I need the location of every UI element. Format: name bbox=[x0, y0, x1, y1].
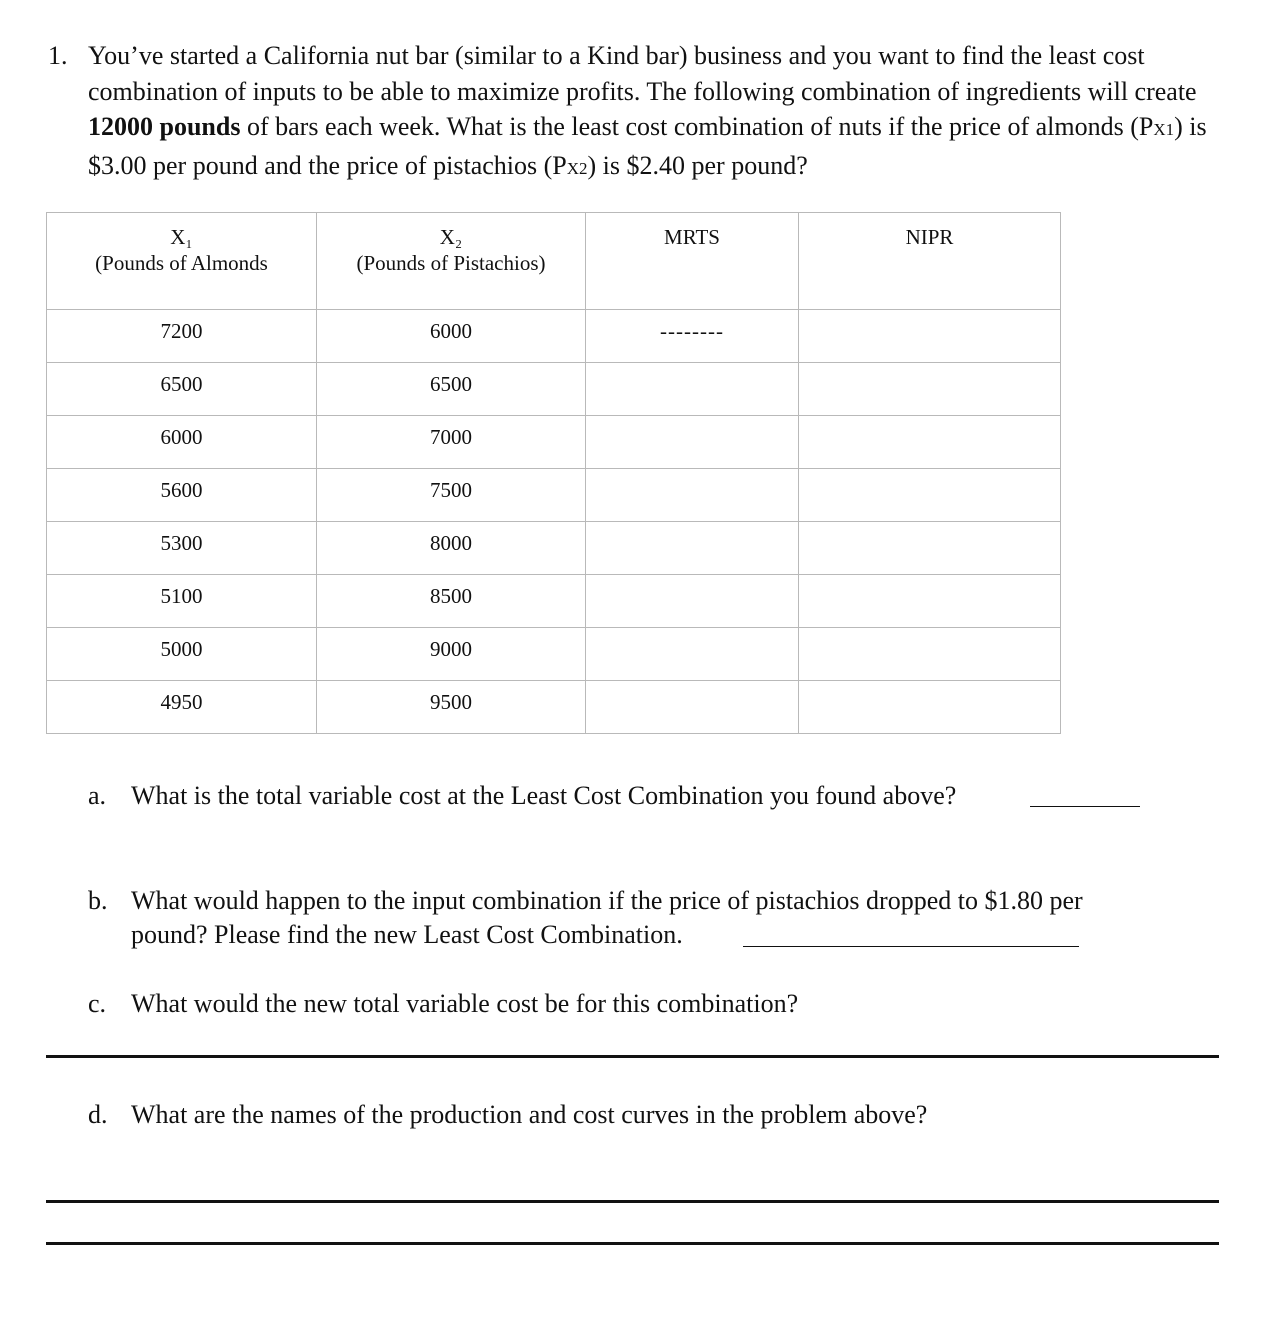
part-c-question: What would the new total variable cost be for this combination? bbox=[131, 989, 799, 1018]
subscript-x1: X1 bbox=[1153, 120, 1175, 139]
header-nipr bbox=[799, 213, 1061, 310]
cell-almonds: 6000 bbox=[47, 416, 317, 469]
table-row bbox=[47, 469, 1061, 522]
cell-nipr[interactable] bbox=[799, 416, 1061, 469]
part-c-answer-line[interactable] bbox=[46, 1055, 1219, 1058]
cell-mrts[interactable] bbox=[586, 469, 799, 522]
table-row bbox=[47, 363, 1061, 416]
part-a-answer-line[interactable] bbox=[1030, 806, 1140, 807]
header-almonds-symbol: X₁ bbox=[170, 225, 193, 249]
cell-mrts[interactable] bbox=[586, 575, 799, 628]
cell-pistachios: 9000 bbox=[317, 628, 586, 681]
question-text bbox=[88, 38, 1228, 186]
cell-mrts[interactable] bbox=[586, 681, 799, 734]
cell-almonds: 5000 bbox=[47, 628, 317, 681]
cell-mrts[interactable]: -------- bbox=[586, 310, 799, 363]
cell-pistachios: 7500 bbox=[317, 469, 586, 522]
cell-nipr[interactable] bbox=[799, 628, 1061, 681]
cell-mrts[interactable] bbox=[586, 416, 799, 469]
part-b-question-line2: pound? Please find the new Least Cost Combination. bbox=[131, 920, 683, 949]
part-d-answer-line-1[interactable] bbox=[46, 1200, 1219, 1203]
part-d-question: What are the names of the production and cost curves in the problem above? bbox=[131, 1100, 928, 1129]
part-a-question: What is the total variable cost at the Least Cost Combination you found above? bbox=[131, 781, 957, 810]
header-mrts bbox=[586, 213, 799, 310]
input-combination-table bbox=[46, 212, 1061, 734]
cell-almonds: 6500 bbox=[47, 363, 317, 416]
cell-nipr[interactable] bbox=[799, 681, 1061, 734]
cell-mrts[interactable] bbox=[586, 522, 799, 575]
table-row bbox=[47, 575, 1061, 628]
cell-almonds: 5100 bbox=[47, 575, 317, 628]
question-bold-quantity: 12000 pounds bbox=[88, 112, 241, 141]
cell-nipr[interactable] bbox=[799, 363, 1061, 416]
cell-almonds: 5300 bbox=[47, 522, 317, 575]
subscript-x2: X2 bbox=[566, 158, 588, 178]
cell-pistachios: 6500 bbox=[317, 363, 586, 416]
question-text-part1: You’ve started a California nut bar (similar to a Kind bar) business and you want to find the least cost combination of inputs to be able to maximize profits. The following combination of ingredients will create bbox=[88, 41, 1197, 106]
part-b-letter: b. bbox=[88, 886, 108, 915]
table-row bbox=[47, 522, 1061, 575]
header-nipr-label: NIPR bbox=[905, 225, 954, 249]
cell-nipr[interactable] bbox=[799, 469, 1061, 522]
header-pistachios-symbol: X₂ bbox=[439, 225, 463, 249]
table-row bbox=[47, 416, 1061, 469]
cell-pistachios: 6000 bbox=[317, 310, 586, 363]
header-almonds-label: (Pounds of Almonds bbox=[95, 251, 268, 275]
cell-nipr[interactable] bbox=[799, 575, 1061, 628]
table-row bbox=[47, 681, 1061, 734]
cell-nipr[interactable] bbox=[799, 522, 1061, 575]
header-pistachios bbox=[317, 213, 586, 310]
cell-pistachios: 7000 bbox=[317, 416, 586, 469]
question-text-part3: ) is $3.00 per pound and the price of pistachios (P bbox=[88, 112, 1207, 180]
question-number: 1. bbox=[48, 41, 68, 70]
header-pistachios-label: (Pounds of Pistachios) bbox=[356, 251, 546, 275]
cell-pistachios: 8000 bbox=[317, 522, 586, 575]
part-b-answer-line[interactable] bbox=[743, 946, 1079, 947]
cell-almonds: 5600 bbox=[47, 469, 317, 522]
header-almonds bbox=[47, 213, 317, 310]
part-c-letter: c. bbox=[88, 989, 107, 1018]
header-mrts-label: MRTS bbox=[664, 225, 720, 249]
part-d-letter: d. bbox=[88, 1100, 108, 1129]
part-a-letter: a. bbox=[88, 781, 107, 810]
question-text-part2: of bars each week. What is the least cost combination of nuts if the price of almonds (P bbox=[240, 112, 1154, 141]
cell-pistachios: 8500 bbox=[317, 575, 586, 628]
table-row bbox=[47, 310, 1061, 363]
cell-almonds: 7200 bbox=[47, 310, 317, 363]
table-header-row bbox=[47, 213, 1061, 310]
part-d-answer-line-2[interactable] bbox=[46, 1242, 1219, 1245]
cell-pistachios: 9500 bbox=[317, 681, 586, 734]
cell-mrts[interactable] bbox=[586, 628, 799, 681]
question-text-part4: ) is $2.40 per pound? bbox=[587, 150, 808, 180]
part-b-question-line1: What would happen to the input combination if the price of pistachios dropped to $1.80 per bbox=[131, 886, 1083, 915]
cell-nipr[interactable] bbox=[799, 310, 1061, 363]
cell-mrts[interactable] bbox=[586, 363, 799, 416]
cell-almonds: 4950 bbox=[47, 681, 317, 734]
table-row bbox=[47, 628, 1061, 681]
